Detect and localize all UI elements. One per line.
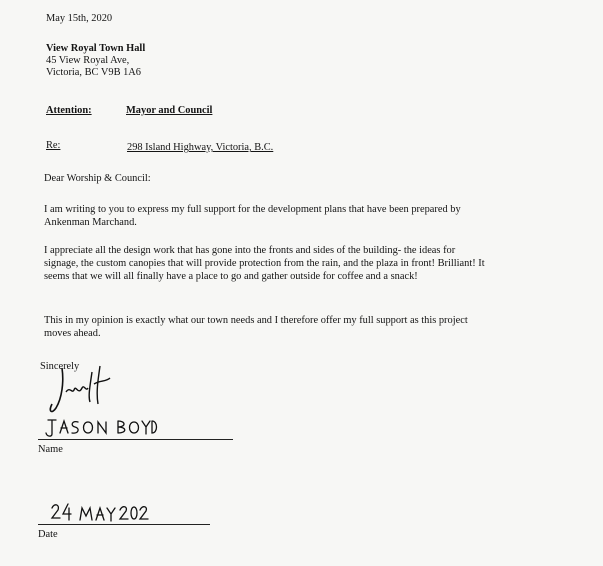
body-paragraph-3: This in my opinion is exactly what our town needs and I therefore offer my full support as this project moves ahead. [44, 315, 468, 339]
date-signature-line [38, 524, 210, 525]
recipient-address-line1: 45 View Royal Ave, [46, 55, 130, 66]
salutation: Dear Worship & Council: [44, 173, 151, 184]
re-value: 298 Island Highway, Victoria, B.C. [127, 142, 274, 153]
recipient-address-line2: Victoria, BC V9B 1A6 [46, 67, 142, 78]
name-signature-line [38, 439, 233, 440]
signature-icon [40, 362, 140, 426]
attention-value: Mayor and Council [126, 105, 213, 116]
date-label: Date [38, 529, 58, 540]
handwritten-date-icon [50, 502, 150, 524]
attention-label: Attention: [46, 105, 92, 116]
re-label: Re: [46, 140, 61, 151]
name-label: Name [38, 444, 63, 455]
recipient-name: View Royal Town Hall [46, 43, 146, 54]
closing: Sincerely [40, 361, 80, 372]
handwritten-name-icon [44, 418, 154, 438]
body-paragraph-1: I am writing to you to express my full support for the development plans that have been prepared by Ankenman Marchand. [44, 204, 461, 228]
letter-date: May 15th, 2020 [46, 13, 113, 24]
body-paragraph-2: I appreciate all the design work that has gone into the fronts and sides of the building- the ideas for signage, the custom canopies that will provide protection from the rain, and the plaza in front! Brilliant! It seems that we will all finally have a place to go and gather outside for coffee and a snack! [44, 245, 485, 282]
